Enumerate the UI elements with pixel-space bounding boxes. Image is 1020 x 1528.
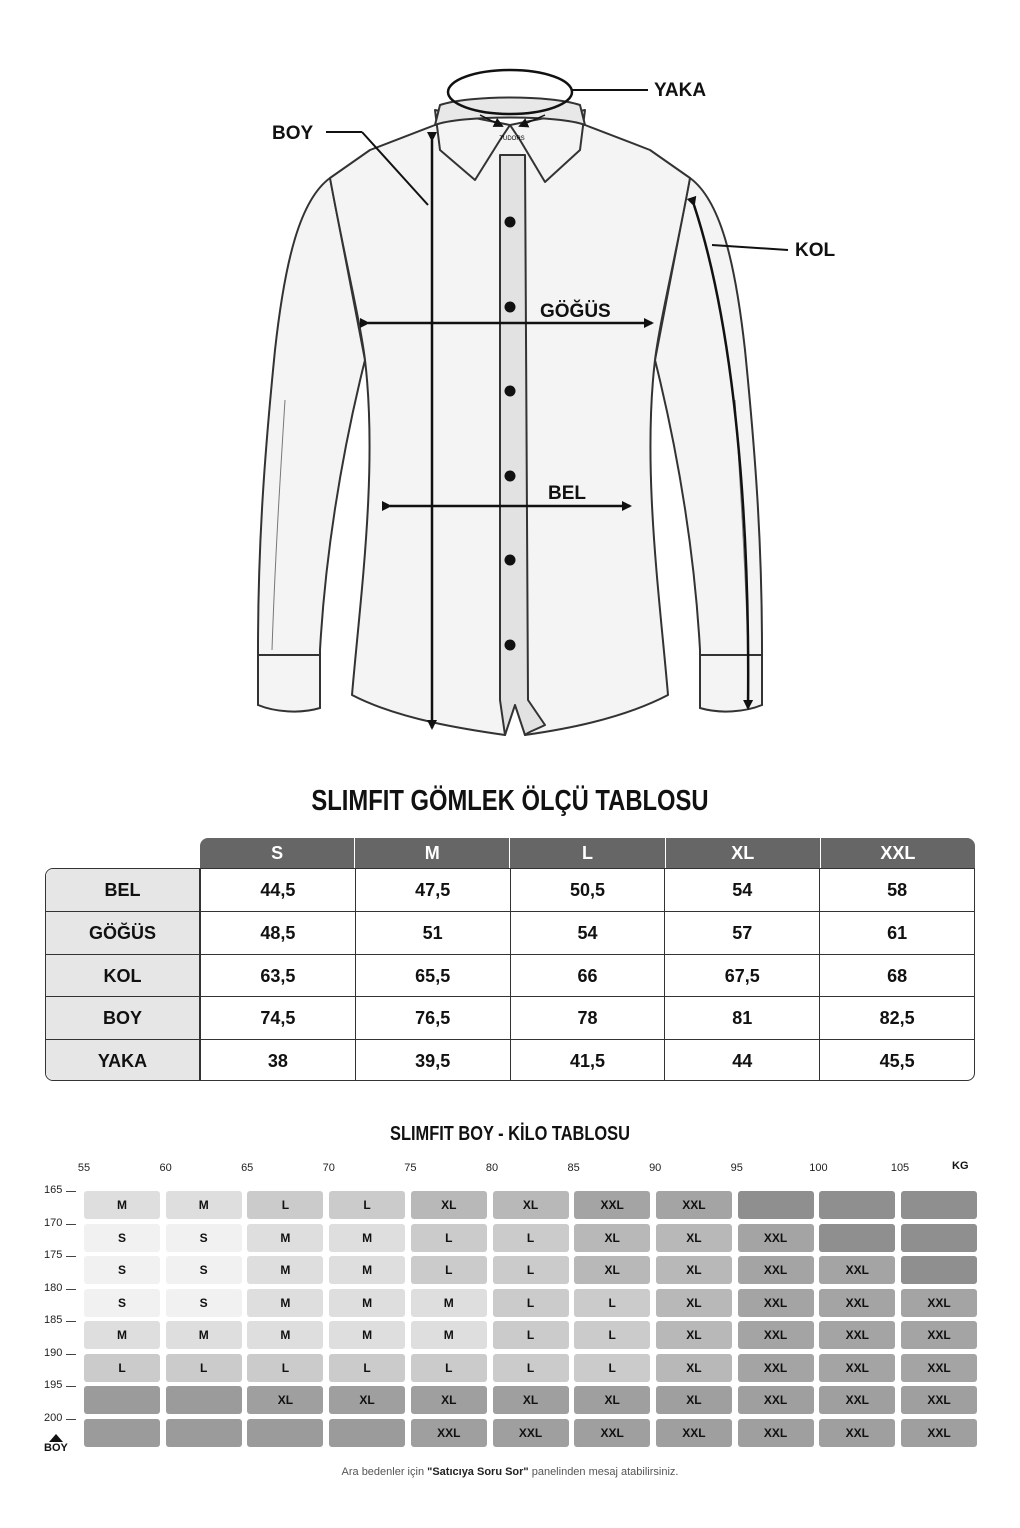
boy-kilo-cell: L <box>493 1256 569 1284</box>
kol-label: KOL <box>795 240 836 261</box>
boy-kilo-cell: XXL <box>656 1191 732 1219</box>
boy-kilo-cell: XXL <box>819 1256 895 1284</box>
boy-kilo-cell: M <box>247 1256 323 1284</box>
boy-kilo-cell: L <box>411 1224 487 1252</box>
boy-tick: 170 <box>44 1216 63 1229</box>
size-table <box>45 868 975 1081</box>
boy-tick: 200 <box>44 1411 63 1424</box>
boy-kilo-cell: S <box>166 1289 242 1317</box>
boy-kilo-cell: L <box>574 1289 650 1317</box>
footer-note <box>0 1466 1020 1478</box>
note-bold: "Satıcıya Soru Sor" <box>427 1466 529 1478</box>
kg-tick: 80 <box>485 1162 499 1174</box>
boy-kilo-cell: S <box>84 1224 160 1252</box>
boy-kilo-cell: M <box>329 1256 405 1284</box>
size-table-row <box>46 954 974 996</box>
boy-kilo-cell: L <box>329 1191 405 1219</box>
size-cell: 57 <box>664 912 819 953</box>
boy-kilo-cell: XL <box>574 1256 650 1284</box>
up-arrow-icon <box>49 1434 63 1442</box>
size-table-row <box>46 1039 974 1081</box>
boy-kilo-cell: XL <box>656 1289 732 1317</box>
size-cell: 44 <box>664 1040 819 1081</box>
boy-tick: 175 <box>44 1249 63 1261</box>
boy-kilo-cell: XXL <box>411 1419 487 1447</box>
boy-kilo-cell: XXL <box>738 1256 814 1284</box>
boy-kilo-cell: XXL <box>656 1419 732 1447</box>
boy-kilo-cell: M <box>411 1321 487 1349</box>
boy-kilo-cell: M <box>84 1191 160 1219</box>
kg-label: KG <box>952 1160 969 1172</box>
size-cell: 38 <box>200 1040 355 1081</box>
boy-kilo-cell <box>247 1419 323 1447</box>
boy-axis-label: BOY <box>44 1442 68 1454</box>
size-cell: 51 <box>355 912 510 953</box>
size-cell: 44,5 <box>200 869 355 911</box>
boy-kilo-cell: S <box>84 1256 160 1284</box>
size-cell: 50,5 <box>510 869 665 911</box>
row-header: BEL <box>46 869 200 911</box>
size-cell: 67,5 <box>664 955 819 996</box>
boy-kilo-cell: XL <box>574 1224 650 1252</box>
boy-kilo-title: SLIMFIT BOY - KİLO TABLOSU <box>390 1123 630 1145</box>
size-cell: 61 <box>819 912 974 953</box>
size-cell: 76,5 <box>355 997 510 1038</box>
size-cell: 63,5 <box>200 955 355 996</box>
size-header: XXL <box>820 838 975 868</box>
boy-kilo-cell: M <box>329 1321 405 1349</box>
kg-tick: 85 <box>567 1162 580 1174</box>
boy-kilo-cell: XL <box>656 1256 732 1284</box>
row-header: YAKA <box>46 1040 200 1081</box>
boy-kilo-cell: M <box>411 1289 487 1317</box>
boy-kilo-cell: M <box>247 1289 323 1317</box>
size-cell: 65,5 <box>355 955 510 996</box>
row-header: GÖĞÜS <box>46 912 200 953</box>
brand-label: TUDORS <box>499 136 525 142</box>
boy-kilo-cell: L <box>493 1354 569 1382</box>
size-table-row <box>46 996 974 1038</box>
boy-kilo-cell: XL <box>656 1321 732 1349</box>
boy-kilo-cell: XL <box>493 1191 569 1219</box>
boy-kilo-cell: XXL <box>738 1354 814 1382</box>
yaka-label: YAKA <box>654 80 707 101</box>
boy-kilo-cell: L <box>329 1354 405 1382</box>
kg-tick: 90 <box>649 1162 662 1174</box>
boy-kilo-cell: XL <box>574 1386 650 1414</box>
size-cell: 78 <box>510 997 665 1038</box>
boy-kilo-cell: XXL <box>574 1419 650 1447</box>
boy-kilo-cell: M <box>166 1191 242 1219</box>
kg-tick: 55 <box>77 1162 91 1174</box>
boy-kilo-cell: XXL <box>901 1419 977 1447</box>
boy-kilo-cell <box>819 1224 895 1252</box>
boy-kilo-cell: M <box>247 1224 323 1252</box>
kg-tick: 105 <box>890 1162 910 1174</box>
boy-kilo-cell: XXL <box>819 1386 895 1414</box>
size-table-row <box>46 869 974 911</box>
boy-kilo-cell: L <box>574 1354 650 1382</box>
boy-kilo-cell: L <box>411 1256 487 1284</box>
boy-kilo-cell: XXL <box>738 1419 814 1447</box>
gogus-label: GÖĞÜS <box>540 301 611 322</box>
note-pre: Ara bedenler için <box>341 1466 428 1478</box>
boy-kilo-cell: XL <box>329 1386 405 1414</box>
size-cell: 45,5 <box>819 1040 974 1081</box>
size-cell: 81 <box>664 997 819 1038</box>
boy-kilo-cell <box>84 1419 160 1447</box>
boy-kilo-cell: XXL <box>819 1419 895 1447</box>
boy-kilo-cell: L <box>166 1354 242 1382</box>
boy-kilo-cell: M <box>247 1321 323 1349</box>
boy-kilo-cell: XL <box>656 1386 732 1414</box>
kg-tick: 95 <box>730 1162 743 1174</box>
boy-kilo-cell: M <box>329 1224 405 1252</box>
boy-kilo-cell: XXL <box>574 1191 650 1219</box>
boy-kilo-cell <box>738 1191 814 1219</box>
boy-tick: 185 <box>44 1314 63 1326</box>
row-header: KOL <box>46 955 200 996</box>
size-cell: 54 <box>664 869 819 911</box>
size-cell: 82,5 <box>819 997 974 1038</box>
boy-kilo-cell: L <box>574 1321 650 1349</box>
size-cell: 74,5 <box>200 997 355 1038</box>
boy-kilo-cell <box>84 1386 160 1414</box>
boy-kilo-cell <box>166 1386 242 1414</box>
boy-kilo-cell <box>166 1419 242 1447</box>
boy-kilo-cell: L <box>411 1354 487 1382</box>
size-cell: 48,5 <box>200 912 355 953</box>
row-header: BOY <box>46 997 200 1038</box>
boy-kilo-cell: M <box>329 1289 405 1317</box>
boy-kilo-cell: L <box>493 1321 569 1349</box>
boy-kilo-cell: XL <box>411 1386 487 1414</box>
kg-tick: 70 <box>322 1162 335 1174</box>
boy-kilo-cell: XXL <box>901 1386 977 1414</box>
boy-kilo-cell <box>901 1191 977 1219</box>
kg-tick: 60 <box>159 1162 172 1174</box>
boy-kilo-cell: L <box>493 1224 569 1252</box>
boy-kilo-cell: L <box>84 1354 160 1382</box>
boy-kilo-cell: L <box>247 1191 323 1219</box>
boy-kilo-cell: XXL <box>493 1419 569 1447</box>
boy-kilo-cell <box>901 1224 977 1252</box>
size-cell: 41,5 <box>510 1040 665 1081</box>
size-cell: 68 <box>819 955 974 996</box>
note-post: panelinden mesaj atabilirsiniz. <box>528 1466 679 1478</box>
boy-tick: 180 <box>44 1281 63 1294</box>
size-header: S <box>271 843 284 863</box>
kg-tick: 100 <box>809 1162 828 1174</box>
size-cell: 39,5 <box>355 1040 510 1081</box>
boy-kilo-cell: XXL <box>738 1289 814 1317</box>
boy-kilo-cell <box>819 1191 895 1219</box>
size-cell: 54 <box>510 912 665 953</box>
boy-kilo-cell: XXL <box>738 1224 814 1252</box>
bel-label: BEL <box>548 483 586 504</box>
size-header: M <box>354 838 509 868</box>
size-cell: 58 <box>819 869 974 911</box>
boy-kilo-cell: XXL <box>819 1289 895 1317</box>
boy-kilo-cell: XL <box>493 1386 569 1414</box>
boy-kilo-cell: XXL <box>738 1321 814 1349</box>
size-table-header <box>200 838 975 868</box>
boy-tick: 190 <box>44 1346 63 1359</box>
boy-kilo-cell: XXL <box>819 1354 895 1382</box>
size-table-title: SLIMFIT GÖMLEK ÖLÇÜ TABLOSU <box>311 785 709 817</box>
boy-kilo-cell: M <box>166 1321 242 1349</box>
kg-tick: 65 <box>241 1162 254 1174</box>
boy-kilo-cell: XXL <box>901 1354 977 1382</box>
boy-kilo-cell: XXL <box>901 1321 977 1349</box>
boy-tick: 195 <box>44 1379 63 1391</box>
boy-kilo-cell: L <box>493 1289 569 1317</box>
boy-label: BOY <box>272 123 314 144</box>
size-header: L <box>509 838 664 868</box>
size-header: XL <box>665 838 820 868</box>
boy-kilo-cell <box>329 1419 405 1447</box>
boy-kilo-cell: XL <box>411 1191 487 1219</box>
boy-kilo-cell: XXL <box>901 1289 977 1317</box>
boy-kilo-cell: XXL <box>819 1321 895 1349</box>
boy-kilo-cell: S <box>166 1224 242 1252</box>
boy-tick: 165 <box>44 1184 63 1196</box>
boy-kilo-cell: XL <box>247 1386 323 1414</box>
size-cell: 47,5 <box>355 869 510 911</box>
size-table-row <box>46 911 974 953</box>
boy-kilo-cell: XL <box>656 1354 732 1382</box>
boy-kilo-cell: XXL <box>738 1386 814 1414</box>
boy-kilo-cell: S <box>84 1289 160 1317</box>
boy-kilo-cell: M <box>84 1321 160 1349</box>
boy-kilo-cell: L <box>247 1354 323 1382</box>
boy-kilo-cell <box>901 1256 977 1284</box>
size-cell: 66 <box>510 955 665 996</box>
kg-tick: 75 <box>404 1162 417 1174</box>
boy-kilo-cell: XL <box>656 1224 732 1252</box>
boy-kilo-cell: S <box>166 1256 242 1284</box>
